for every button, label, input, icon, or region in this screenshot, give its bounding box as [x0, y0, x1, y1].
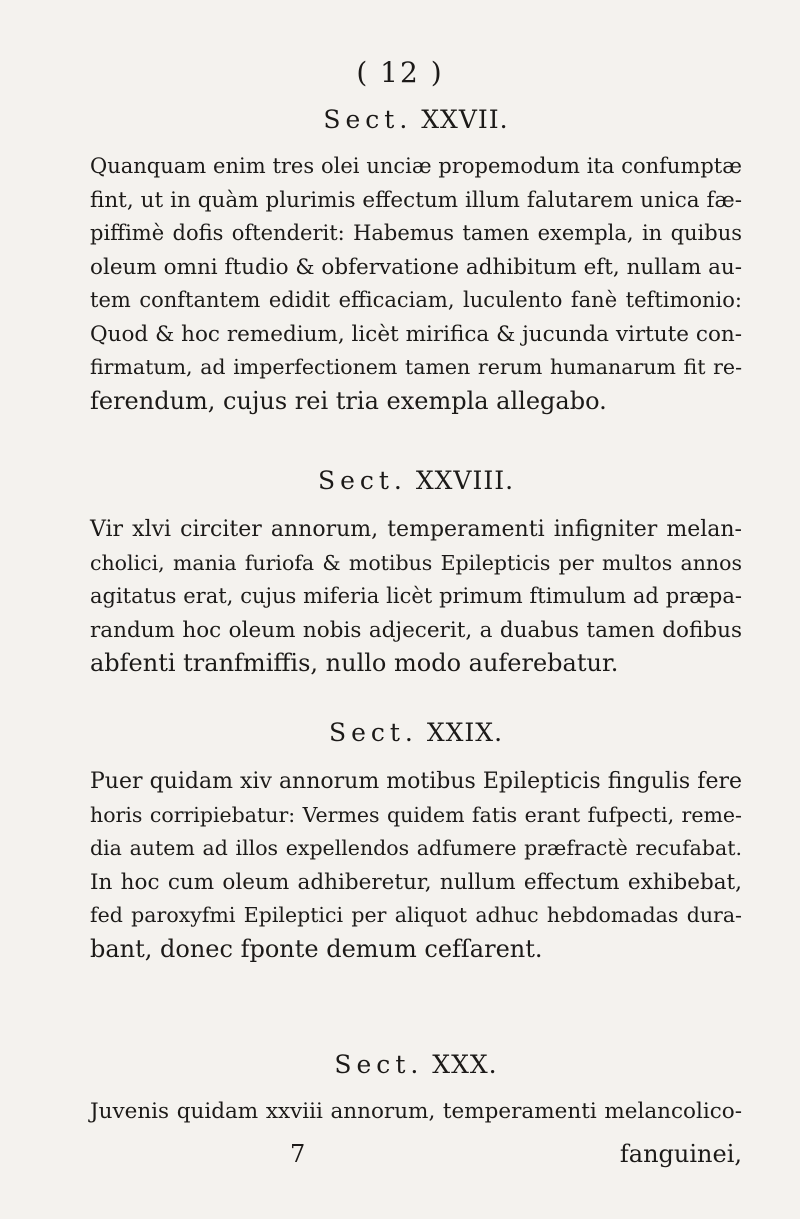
section-heading-number: XXX.	[432, 1050, 498, 1079]
text-line: piffimè dofis oftenderit: Habemus tamen exempla, in quibus	[90, 221, 742, 245]
text-line: ferendum, cujus rei tria exempla allegabo.	[90, 386, 607, 415]
text-line: horis corripiebatur: Vermes quidem fatis erant fufpecti, reme-	[90, 802, 742, 827]
text-line: fed paroxyfmi Epileptici per aliquot adhuc hebdomadas dura-	[90, 903, 742, 927]
section-paragraph	[90, 150, 742, 418]
text-line: fint, ut in quàm plurimis effectum illum falutarem unica fæ-	[90, 187, 742, 213]
section-paragraph	[90, 513, 742, 681]
text-line: oleum omni ftudio & obfervatione adhibitum eft, nullam au-	[90, 254, 742, 280]
text-line: agitatus erat, cujus miferia licèt primum ftimulum ad præpa-	[90, 584, 742, 608]
section-heading-word: Sect.	[334, 1050, 424, 1079]
section-xxx	[90, 1050, 742, 1129]
text-line: abfenti tranfmiffis, nullo modo auferebatur.	[90, 649, 619, 677]
text-line: Puer quidam xiv annorum motibus Epilepticis fingulis fere	[90, 769, 742, 794]
page-footer	[90, 1140, 742, 1168]
section-paragraph	[90, 765, 742, 966]
section-heading-number: XXIX.	[426, 718, 504, 747]
text-line: cholici, mania furiofa & motibus Epilepticis per multos annos	[90, 550, 742, 575]
text-line: Quod & hoc remedium, licèt mirifica & jucunda virtute con-	[90, 321, 742, 347]
section-xxix	[90, 718, 742, 966]
text-line: tem conftantem edidit efficaciam, luculento fanè teftimonio:	[90, 288, 742, 312]
section-heading-word: Sect.	[317, 466, 407, 495]
section-xxviii	[90, 466, 742, 681]
text-line: randum hoc oleum nobis adjecerit, a duabus tamen dofibus	[90, 617, 742, 643]
catchword: fanguinei,	[619, 1140, 742, 1168]
text-line: Vir xlvi circiter annorum, temperamenti infigniter melan-	[90, 517, 742, 542]
text-line: Juvenis quidam xxviii annorum, temperamenti melancolico-	[90, 1099, 742, 1124]
section-heading-number: XXVII.	[421, 105, 509, 134]
section-heading	[90, 105, 742, 134]
text-line: bant, donec fponte demum cefſarent.	[90, 934, 543, 963]
signature-mark: 7	[290, 1140, 306, 1168]
text-line: firmatum, ad imperfectionem tamen rerum humanarum fit re-	[90, 355, 742, 379]
section-heading-word: Sect.	[323, 105, 413, 134]
text-line: In hoc cum oleum adhiberetur, nullum effectum exhibebat,	[90, 869, 742, 895]
section-heading-number: XXVIII.	[415, 466, 515, 495]
text-line: dia autem ad illos expellendos adfumere præfractè recufabat.	[90, 836, 742, 860]
page-number: ( 12 )	[356, 56, 444, 89]
text-line: Quanquam enim tres olei unciæ propemodum ita confumptæ	[90, 154, 742, 178]
section-xxvii	[90, 105, 742, 418]
section-heading	[90, 1050, 742, 1079]
section-paragraph	[90, 1095, 742, 1129]
section-heading	[90, 718, 742, 747]
section-heading	[90, 466, 742, 495]
section-heading-word: Sect.	[328, 718, 418, 747]
